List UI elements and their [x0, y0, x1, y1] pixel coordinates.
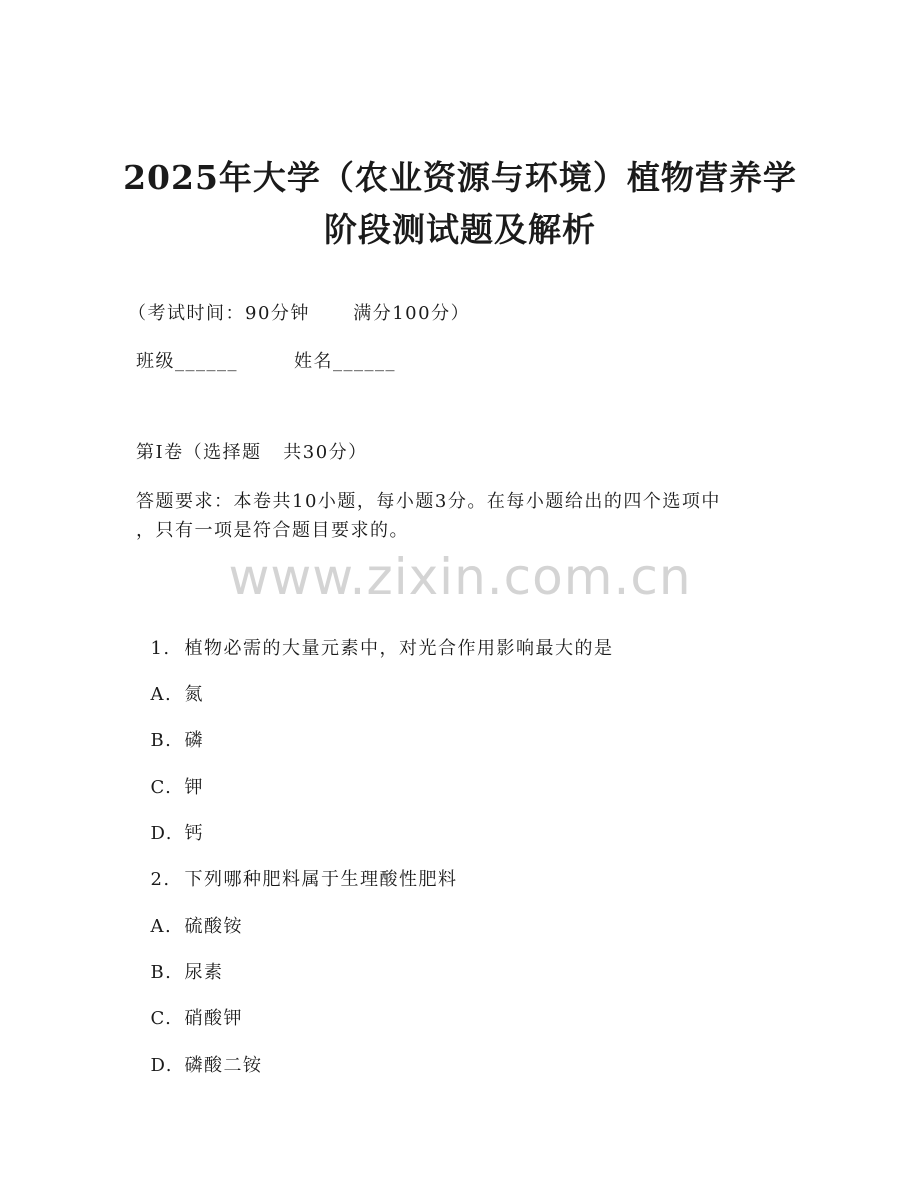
- instructions-line-2: ，只有一项是符合题目要求的。: [136, 520, 409, 541]
- question-2-option-a: [136, 891, 243, 939]
- question-text: 下列哪种肥料属于生理酸性肥料: [184, 869, 458, 890]
- option-text: 尿素: [184, 962, 224, 983]
- option-letter: C.: [150, 777, 173, 798]
- option-text: 钙: [184, 823, 204, 844]
- question-1-option-b: [136, 705, 204, 753]
- question-1-option-d: [136, 798, 204, 846]
- question-number: 1.: [150, 638, 171, 659]
- class-field: 班级______: [136, 351, 238, 372]
- option-text: 氮: [184, 684, 204, 705]
- exam-info: （考试时间：90分钟 满分100分）: [128, 303, 471, 324]
- name-field: 姓名______: [294, 351, 396, 372]
- question-2-option-d: [136, 1030, 262, 1078]
- question-number: 2.: [150, 869, 171, 890]
- option-text: 磷: [184, 730, 204, 751]
- question-2-option-c: [136, 983, 243, 1031]
- question-1: [136, 613, 613, 661]
- document-title-line-2: 阶段测试题及解析: [324, 210, 596, 249]
- question-text: 植物必需的大量元素中，对光合作用影响最大的是: [184, 638, 614, 659]
- watermark: www.zixin.com.cn: [228, 548, 692, 606]
- option-letter: A.: [150, 684, 173, 705]
- option-text: 硝酸钾: [184, 1008, 243, 1029]
- option-letter: A.: [150, 916, 173, 937]
- option-letter: B.: [150, 730, 173, 751]
- option-text: 磷酸二铵: [184, 1055, 263, 1076]
- question-2-option-b: [136, 937, 223, 985]
- section-heading: 第I卷（选择题 共30分）: [136, 442, 368, 463]
- question-1-option-a: [136, 659, 204, 707]
- instructions-line-1: 答题要求：本卷共10小题，每小题3分。在每小题给出的四个选项中: [136, 491, 721, 512]
- question-1-option-c: [136, 752, 204, 800]
- question-2: [136, 844, 457, 892]
- option-text: 钾: [184, 777, 204, 798]
- option-text: 硫酸铵: [184, 916, 243, 937]
- option-letter: C.: [150, 1008, 173, 1029]
- document-title-line-1: 2025年大学（农业资源与环境）植物营养学: [123, 158, 797, 197]
- option-letter: D.: [150, 823, 173, 844]
- option-letter: B.: [150, 962, 173, 983]
- option-letter: D.: [150, 1055, 173, 1076]
